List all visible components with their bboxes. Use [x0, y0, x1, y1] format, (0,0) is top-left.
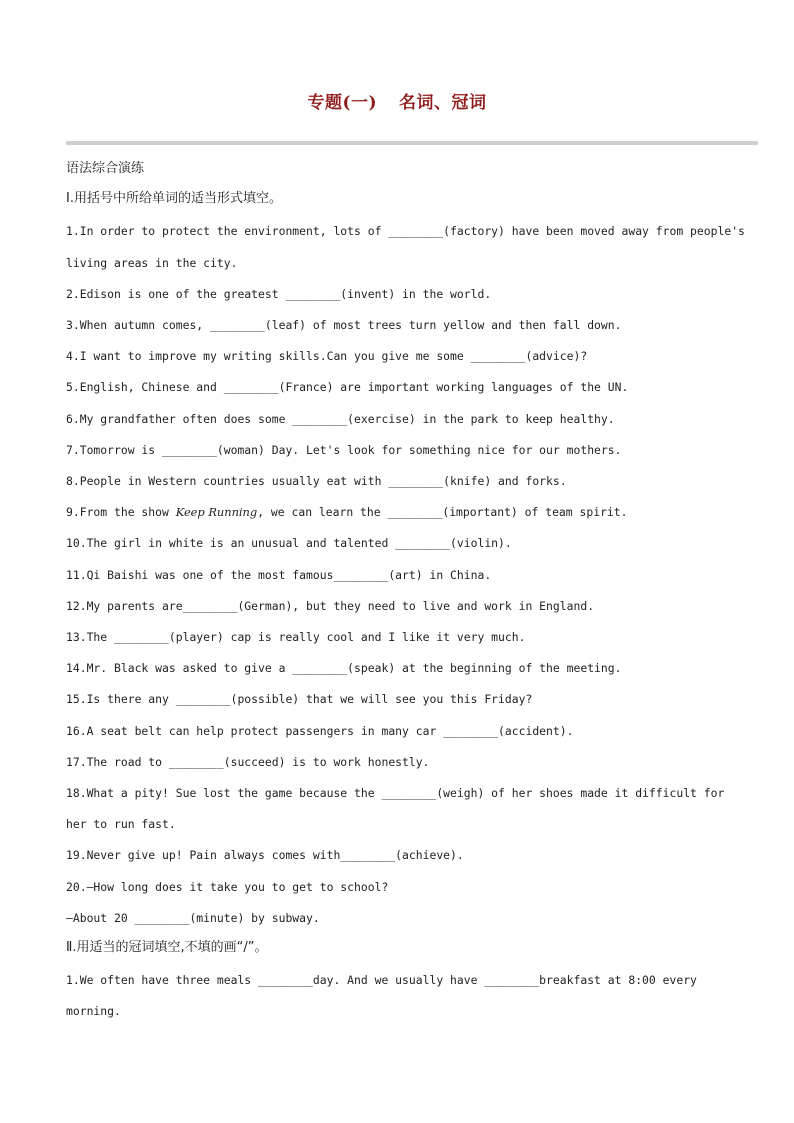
- show-title: Keep Running: [175, 505, 258, 519]
- exercise-line: 2.Edison is one of the greatest ________(invent) in the world.: [66, 287, 492, 301]
- exercise-line: her to run fast.: [66, 817, 176, 831]
- title-sub: 名词、冠词: [399, 93, 487, 113]
- item9-pre: 9.From the show: [66, 505, 176, 519]
- exercise-line: 13.The ________(player) cap is really cool and I like it very much.: [66, 630, 526, 644]
- exercise-line: 11.Qi Baishi was one of the most famous________(art) in China.: [66, 568, 492, 582]
- page-title: [0, 88, 794, 113]
- part2-heading: Ⅱ.用适当的冠词填空,不填的画“/”。: [66, 940, 268, 955]
- exercise-line: morning.: [66, 1004, 121, 1018]
- exercise-line: 14.Mr. Black was asked to give a ________(speak) at the beginning of the meeting.: [66, 661, 622, 675]
- exercise-line: 15.Is there any ________(possible) that we will see you this Friday?: [66, 692, 533, 706]
- section-header: 语法综合演练: [66, 161, 145, 176]
- exercise-line: 19.Never give up! Pain always comes with________(achieve).: [66, 848, 464, 862]
- exercise-line: 1.We often have three meals ________day. And we usually have ________breakfast at 8:00 every: [66, 973, 697, 987]
- exercise-line: 4.I want to improve my writing skills.Can you give me some ________(advice)?: [66, 349, 588, 363]
- exercise-line: 18.What a pity! Sue lost the game because the ________(weigh) of her shoes made it difficult for: [66, 786, 725, 800]
- item9-post: , we can learn the ________(important) of team spirit.: [257, 505, 628, 519]
- exercise-line: 20.—How long does it take you to get to school?: [66, 880, 389, 894]
- exercise-line: 16.A seat belt can help protect passengers in many car ________(accident).: [66, 724, 574, 738]
- exercise-line: —About 20 ________(minute) by subway.: [66, 911, 320, 925]
- exercise-line: 3.When autumn comes, ________(leaf) of most trees turn yellow and then fall down.: [66, 318, 622, 332]
- exercise-line: 6.My grandfather often does some ________(exercise) in the park to keep healthy.: [66, 412, 615, 426]
- exercise-line: 1.In order to protect the environment, lots of ________(factory) have been moved away from people's: [66, 224, 745, 238]
- exercise-line: 17.The road to ________(succeed) is to work honestly.: [66, 755, 430, 769]
- exercise-line: 8.People in Western countries usually eat with ________(knife) and forks.: [66, 474, 567, 488]
- exercise-line: 10.The girl in white is an unusual and talented ________(violin).: [66, 536, 512, 550]
- part1-heading: Ⅰ.用括号中所给单词的适当形式填空。: [66, 191, 282, 206]
- exercise-line: 12.My parents are________(German), but they need to live and work in England.: [66, 599, 595, 613]
- exercise-line: 7.Tomorrow is ________(woman) Day. Let's look for something nice for our mothers.: [66, 443, 622, 457]
- exercise-line: 5.English, Chinese and ________(France) are important working languages of the UN.: [66, 380, 629, 394]
- title-divider: [66, 141, 758, 145]
- exercise-line: [66, 504, 628, 520]
- exercise-line: living areas in the city.: [66, 256, 238, 270]
- title-main: 专题(一): [307, 93, 378, 113]
